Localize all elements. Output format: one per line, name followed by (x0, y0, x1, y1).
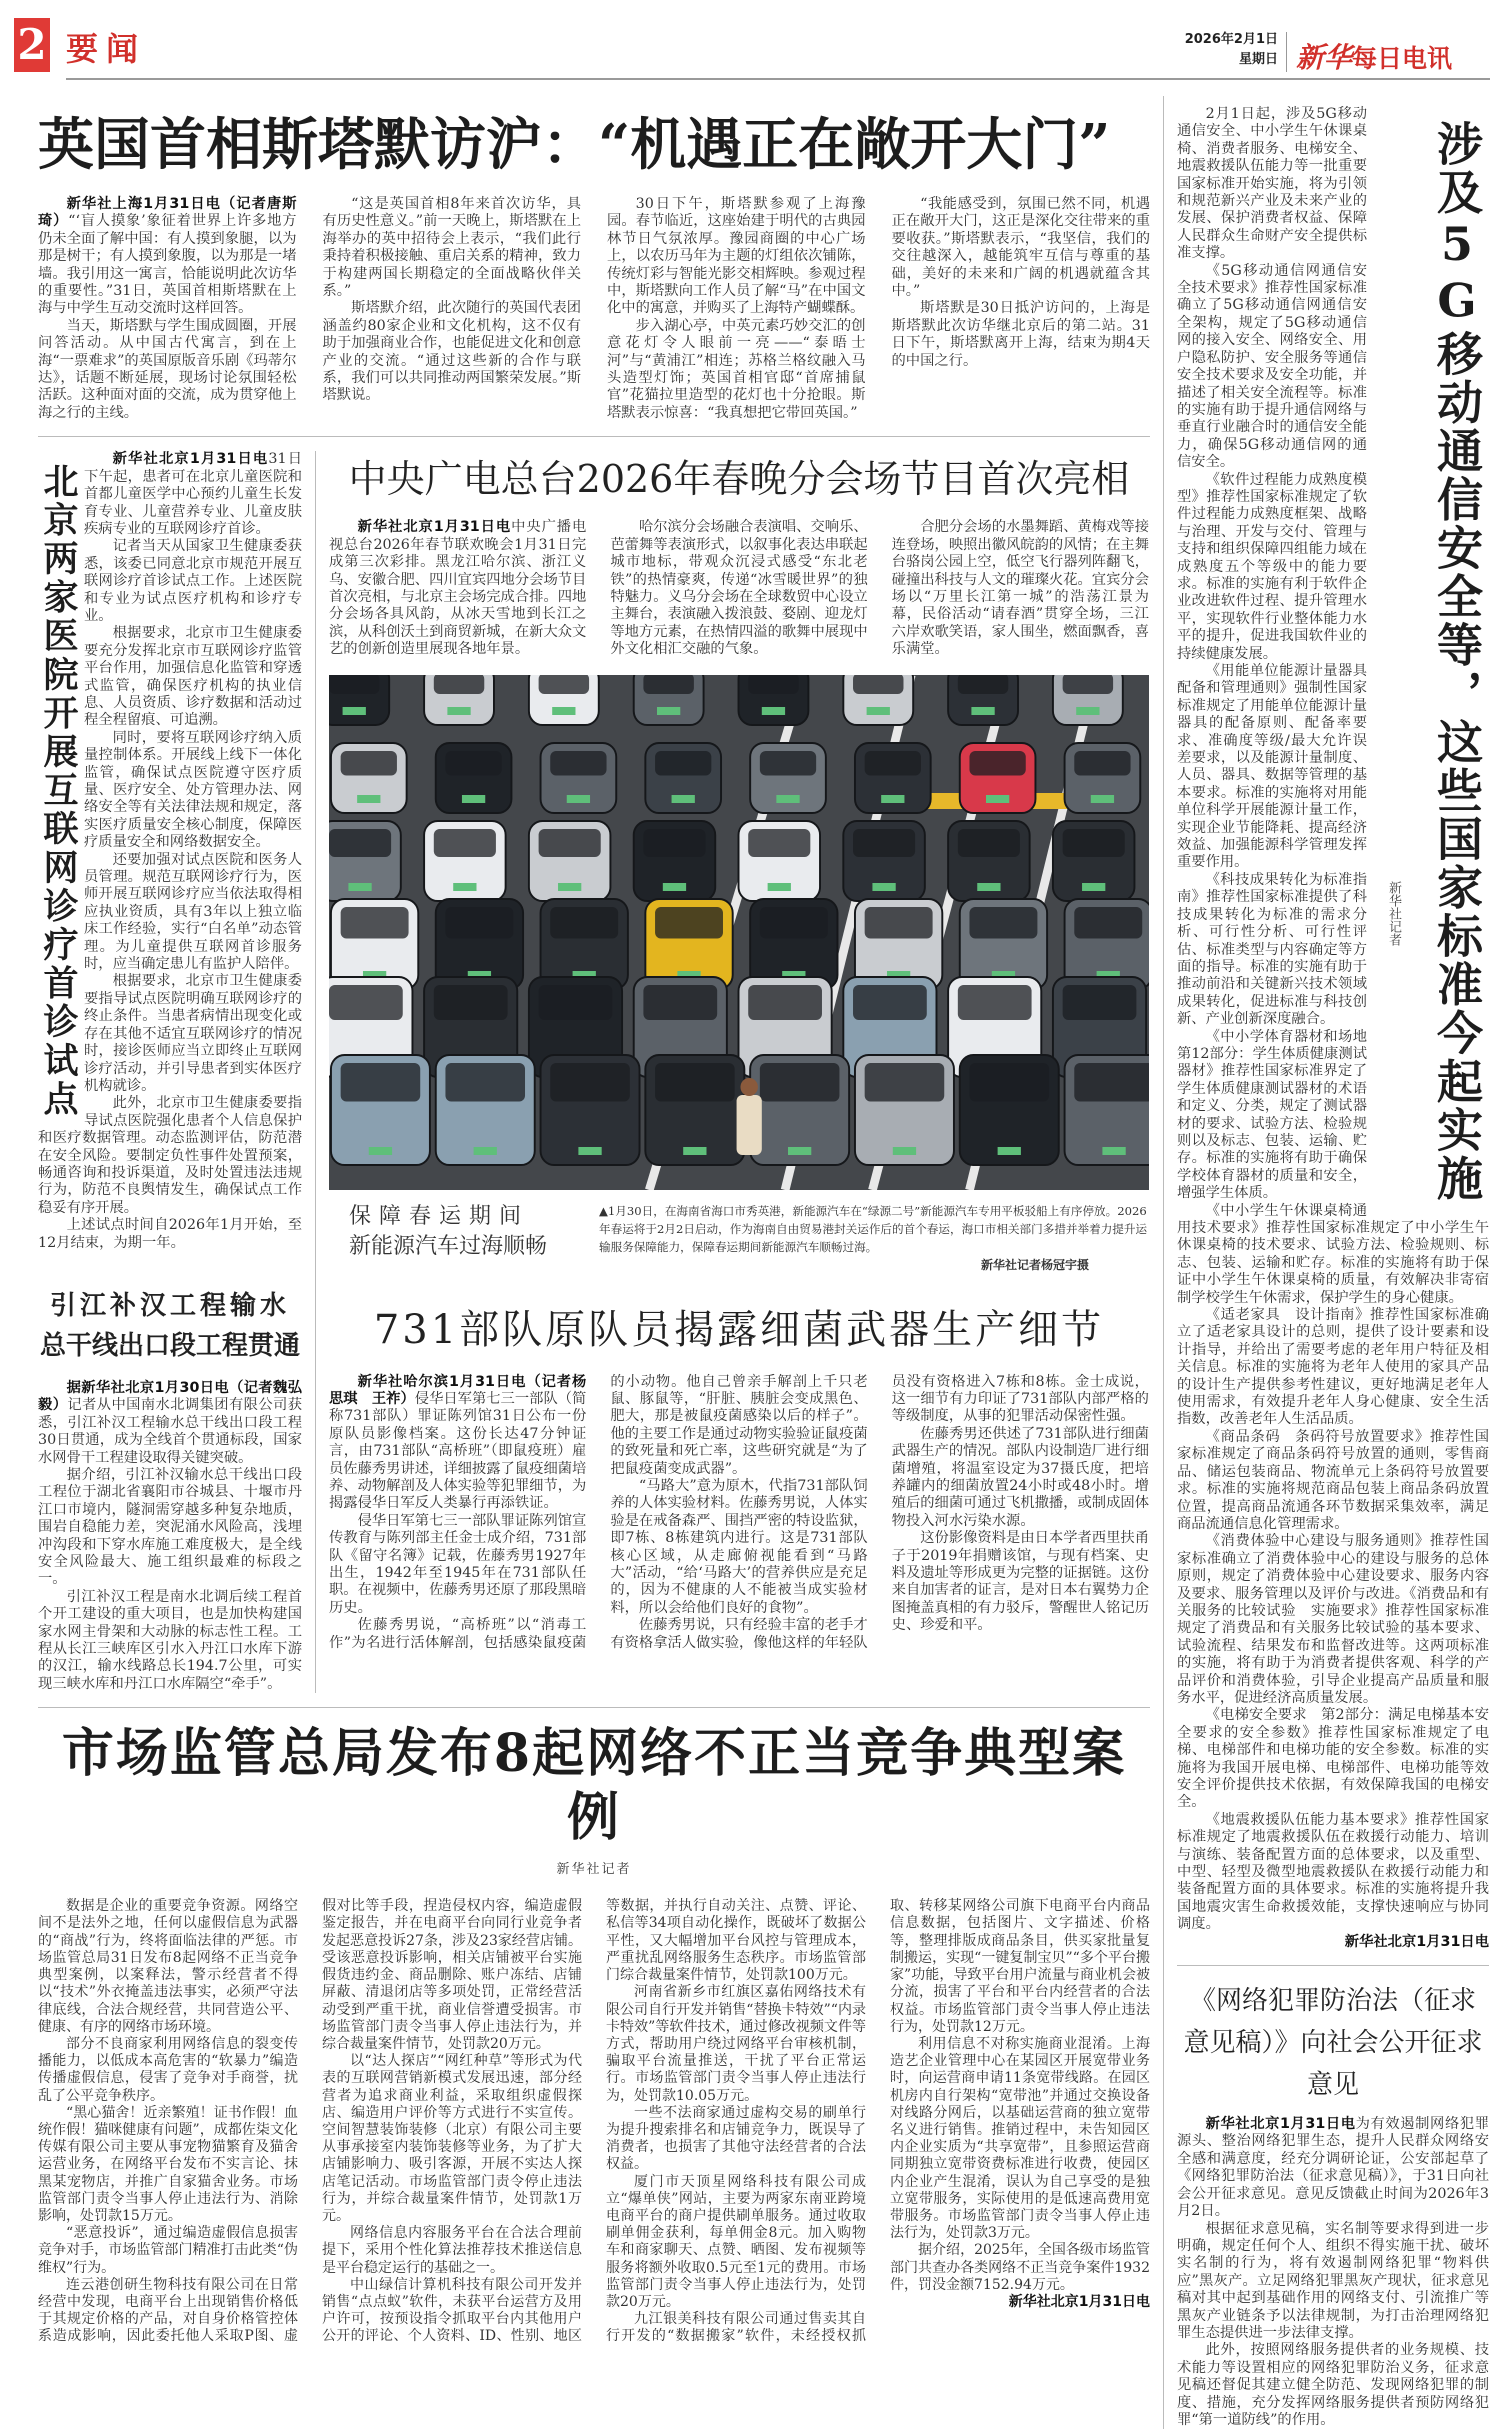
headline-line: 《网络犯罪防治法（征求 (1177, 1980, 1489, 2022)
license-plate (776, 795, 799, 803)
paragraph: 九江银美科技有限公司通过售卖其自行开发的“数据搬家”软件，未经授权抓取、转移某网络公司旗下电商平台内商品信息数据，包括图片、文字描述、价格等，整理排版成商品条目，供买家批量复制搬运，实现“一键复制宝贝”“多个平台搬家”功能，导致平台用户流量与商业机会被分流，损害了平台和平台内经营者的合法权益。市场监管部门责令当事人停止违法行为，处罚款12万元。 (606, 1898, 1150, 2345)
license-plate (1091, 795, 1114, 803)
car-window (1063, 985, 1137, 1020)
car-window (539, 829, 601, 857)
license-plate (1102, 1147, 1125, 1155)
byline: 新华社记者 (1385, 881, 1401, 946)
header-divider (1286, 32, 1287, 72)
right-column (1177, 96, 1489, 2429)
paragraph: 佐藤秀男说，“高桥班”以“消毒工作”为名进行活体解剖，包括感染鼠疫菌的小动物。他自己曾亲手解剖上千只老鼠、豚鼠等，“肝脏、胰脏会变成黑色、肥大，那是被鼠疫菌感染以后的样子”。他的主要工作是通过动物实验验证鼠疫菌的致死量和死亡率，这些研究就是“为了把鼠疫菌变成武器”。 (329, 1374, 868, 1653)
paragraph: 引江补汉工程是南水北调后续工程首个开工建设的重大项目，也是加快构建国家水网主骨架和大动脉的标志性工程。工程从长江三峡库区引水入丹江口水库下游的汉江，输水线路总长194.7公里，可实现三峡水库和丹江口水库隔空“牵手”。 (38, 1589, 302, 1693)
article-beijing-hospitals (38, 451, 302, 1252)
lead-paragraph (38, 196, 297, 318)
paragraph: 侵华日军第七三一部队罪证陈列馆宣传教育与陈列部主任金士成介绍，731部队《留守名簿》记载，佐藤秀男1927年出生，1942年至1945年在731部队任职。在视频中，佐藤秀男还原了那段黑暗历史。 (329, 1513, 586, 1617)
section-divider (38, 436, 1150, 437)
lead-paragraph (329, 1374, 586, 1513)
car-window (643, 675, 693, 694)
license-plate (348, 883, 371, 891)
ferry-new-energy-cars-photo (329, 675, 1149, 1190)
car-window (969, 751, 1025, 776)
dateline: 据新华社北京1月30日电（记者魏弘毅） (38, 1380, 302, 1413)
car-window (434, 675, 484, 694)
car-window (1074, 1063, 1149, 1102)
car-window (748, 985, 822, 1020)
car-window (853, 985, 927, 1020)
headline-spring-gala: 中央广电总台2026年春晚分会场节目首次亮相 (329, 455, 1149, 503)
license-plate (578, 1147, 601, 1155)
car-window (445, 907, 513, 939)
car-window (341, 907, 409, 939)
license-plate (881, 795, 904, 803)
license-plate (369, 1147, 392, 1155)
car-window (853, 829, 915, 857)
car-window (329, 675, 379, 694)
paragraph: 中山绿信计算机科技有限公司开发并销售“点点蚁”软件，未获平台运营方及用户许可，按预设指令抓取平台内其他用户公开的评论、个人资料、ID、性别、地区等数据，并执行自动关注、点赞、评论、私信等34项自动化操作，既破坏了数据公平性，又大幅增加平台风控与管理成本，严重扰乱网络服务生态秩序。市场监管部门综合裁量案件情节，处罚款100万元。 (322, 1898, 866, 2345)
license-plate (893, 1147, 916, 1155)
car-window (341, 1063, 421, 1102)
car-window (853, 675, 903, 694)
license-plate (558, 883, 581, 891)
paragraph: 斯塔默介绍，此次随行的英国代表团涵盖约80家企业和文化机构，这不仅有助于加强商业合作，也能促进文化和创意产业的交流。“通过这些新的合作与联系，我们可以共同推动两国繁荣发展。”斯塔默说。 (323, 300, 582, 404)
article-starmer-body (38, 196, 1150, 422)
license-plate (986, 795, 1009, 803)
paragraph: 还要加强对试点医院和医务人员管理。规范互联网诊疗行为，医师开展互联网诊疗应当依法取得相应执业资质，具有3年以上独立临床工作经验，实行“白名单”动态管理。为儿童提供互联网首诊服务时，应当确定患儿有监护人陪伴。 (38, 852, 302, 974)
headline-cybercrime-law (1177, 1980, 1489, 2106)
paragraph: 《用能单位能源计量器具配备和管理通则》强制性国家标准规定了用能单位能源计量器具的配备原则、配备率要求、准确度等级/最大允许误差要求，以及能源计量制度、人员、器具、数据等管理的基本要求。标准的实施将对用能单位科学开展能源计量工作，实现企业节能降耗、提高经济效益、加强能源科学管理发挥重要作用。 (1177, 663, 1489, 872)
photo-caption-text: ▲1月30日，在海南省海口市秀英港，新能源汽车在“绿源二号”新能源汽车专用平板驳船上有序停放。2026年春运将于2月2日启动，作为海南自由贸易港封关运作后的首个春运，海口市相关部门多措并举着力提升运输服务保障能力，保障春运期间新能源汽车顺畅过海。 (599, 1204, 1147, 1254)
left-column (38, 451, 302, 1693)
photo-caption (599, 1202, 1149, 1274)
article-unit-731-body (329, 1374, 1149, 1653)
logo-calligraphy: 新华 (1296, 41, 1352, 74)
article-national-standards (1177, 106, 1489, 1951)
article-spring-gala-body (329, 519, 1149, 658)
byline: 新华社记者 (38, 1860, 1150, 1880)
paragraph: 以“达人探店”“网红种草”等形式为代表的互联网营销新模式发展迅速，部分经营者为追求商业利益，采取组织虚假探店、编造用户评价等方式进行不实宣传。空间智慧装饰装修（北京）有限公司主要从事承接室内装饰装修等业务，为了扩大店铺影响力、吸引客源，开展不实达人探店笔记活动。市场监管部门责令停止违法行为，并综合裁量案件情节，处罚款1万元。 (322, 2053, 582, 2225)
header-rule (66, 78, 1490, 80)
car-window (655, 1063, 735, 1102)
paragraph: “恶意投诉”，通过编造虚假信息损害竞争对手，市场监管部门精准打击此类“伪维权”行为。 (38, 2225, 298, 2277)
paragraph: 《电梯安全要求 第2部分：满足电梯基本安全要求的安全参数》推荐性国家标准规定了电梯、电梯部件和电梯功能的安全参数。标准的实施将为我国开展电梯、电梯部件、电梯功能等效安全评价提供技术依据，有效保障我国的电梯安全。 (1177, 1707, 1489, 1811)
car-window (539, 985, 613, 1020)
car-window (760, 1063, 840, 1102)
photo-credit: 新华社记者杨冠宇摄 (599, 1256, 1149, 1274)
car-window (748, 675, 798, 694)
license-plate (672, 795, 695, 803)
paragraph: 佐藤秀男说，只有经验丰富的老手才有资格拿活人做实验，像他这样的年轻队员没有资格进入7栋和8栋。金士成说，这一细节有力印证了731部队内部严格的等级制度，从事的犯罪活动保密性强。 (610, 1374, 1149, 1653)
paragraph: 利用信息不对称实施商业混淆。上海造艺企业管理中心在某园区开展宽带业务时，向运营商申请11条宽带线路。在园区机房内自行架构“宽带池”并通过交换设备对线路分网后，以基础运营商的独立宽带名义进行销售。推销过程中，未告知园区内企业实质为“共享宽带”，且参照运营商同期独立宽带资费标准进行收费，使园区内企业产生混淆，误认为自己享受的是独立宽带服务，实际使用的是低速高费用宽带服务。市场监管部门责令当事人停止违法行为，处罚款3万元。 (890, 2036, 1150, 2242)
car-window (655, 751, 711, 776)
paragraph: 河南省新乡市红旗区嘉佑网络技术有限公司自行开发并销售“替换卡特效”“内录卡特效”等软件技术，通过修改视频文件等方式，帮助用户绕过网络平台审核机制，骗取平台流量推送，干扰了平台正常运行。市场监管部门责令当事人停止违法行为，处罚款10.05万元。 (606, 1984, 866, 2104)
license-plate (462, 795, 485, 803)
paragraph: 厦门市天顶星网络科技有限公司成立“爆单侠”网站，主要为两家东南亚跨境电商平台的商户提供刷单服务。通过收取刷单佣金获利，每单佣金8元。加入购物车和商家聊天、点赞、晒图、发布视频等服务将额外收取0.5元至1元的费用。市场监管部门责令当事人停止违法行为，处罚款20万元。 (606, 2174, 866, 2312)
paragraph: 斯塔默是30日抵沪访问的，上海是斯塔默此次访华继北京后的第二站。31日下午，斯塔默离开上海，结束为期4天的中国之行。 (892, 300, 1151, 370)
car-window (958, 985, 1032, 1020)
paragraph: 一些不法商家通过虚构交易的刷单行为提升搜索排名和店铺竞争力，既误导了消费者，也损害了其他守法经营者的合法权益。 (606, 2105, 866, 2174)
paragraph: 《地震救援队伍能力基本要求》推荐性国家标准规定了地震救援队伍在救援行动能力、培训与演练、装备配置方面的总体要求，以及重型、中型、轻型及微型地震救援队在救援行动能力和装备配置方面的具体要求。标准的实施将提升我国地震灾害生命救援效能，支撑快速响应与协同调度。 (1177, 1812, 1489, 1934)
car-window (1063, 829, 1125, 857)
paragraph: 根据要求，北京市卫生健康委要充分发挥北京市互联网诊疗监管平台作用，加强信息化监管和穿透式监管，确保医疗机构的执业信息、人员资质、诊疗数据和活动过程全程留痕、可追溯。 (38, 625, 302, 729)
car-window (969, 1063, 1049, 1102)
license-plate (567, 795, 590, 803)
car-window (434, 985, 508, 1020)
car-window (958, 675, 1008, 694)
headline-water-project (38, 1286, 302, 1366)
license-plate (474, 1147, 497, 1155)
car-window (865, 907, 933, 939)
standards-headline-area (1371, 106, 1489, 1203)
paragraph-list (1177, 2221, 1489, 2429)
car-window (445, 751, 501, 776)
page-number-badge: 2 (14, 18, 50, 72)
article-market-regulation-body (38, 1898, 1150, 2345)
paragraph: 据介绍，2025年，全国各级市场监管部门共查办各类网络不正当竞争案件1932件，罚没金额7152.94万元。 (890, 2242, 1150, 2294)
lead-paragraph (38, 1380, 302, 1467)
license-plate (663, 883, 686, 891)
license-plate (768, 883, 791, 891)
car-window (1074, 751, 1130, 776)
license-plate (357, 795, 380, 803)
article-cybercrime-law-body (1177, 2116, 1489, 2429)
paragraph: “这是英国首相8年来首次访华，具有历史性意义。”前一天晚上，斯塔默在上海举办的英中招待会上表示，“我们此行秉持着积极接触、重启关系的精神，致力于构建两国长期稳定的全面战略伙伴关系。” (323, 196, 582, 300)
car-window (1063, 675, 1113, 694)
section-divider (38, 1707, 1150, 1708)
section-divider (1177, 1965, 1489, 1966)
paragraph-list (610, 519, 1149, 658)
paragraph: 《消费体验中心建设与服务通则》推荐性国家标准确立了消费体验中心的建设与服务的总体原则，规定了消费体验中心建设要求、服务内容及要求、服务管理以及评价与改进。《消费品和有关服务的比较试验 实施要求》推荐性国家标准规定了消费品和有关服务比较试验的基本要求、试验流程、结果发布和监督改进等。这两项标准的实施，将有助于为消费者提供客观、科学的产品评价和消费体验，引导企业提高产品质量和服务水平，促进经济高质量发展。 (1177, 1533, 1489, 1707)
paragraph: 合肥分会场的水墨舞蹈、黄梅戏等接连登场，映照出徽风皖韵的风情；在主舞台骆岗公园上空，低空飞行器列阵翻飞，碰撞出科技与人文的璀璨火花。宜宾分会场以“万里长江第一城”的浩荡江景为幕，民俗活动“请春酒”贯穿全场，三江六岸欢歌笑语，家人围坐，燃面飘香，喜乐满堂。 (892, 519, 1149, 658)
paragraph-list (38, 1467, 302, 1693)
license-plate (998, 1147, 1021, 1155)
car-window (550, 907, 618, 939)
dateline: 新华社北京1月31日电 (358, 519, 512, 535)
logo-text: 每日电讯 (1352, 44, 1452, 73)
car-window (655, 907, 723, 939)
newspaper-logo (1296, 36, 1452, 76)
paragraph: 30日下午，斯塔默参观了上海豫园。春节临近，这座始建于明代的古典园林节日气氛浓厚。豫园商圈的中心广场上，以农历马年为主题的灯组依次铺陈，传统灯彩与智能光影交相辉映。参观过程中，斯塔默向工作人员了解“马”在中国文化中的寓意，并购买了上海特产蝴蝶酥。 (607, 196, 866, 318)
paragraph: 根据征求意见稿，实名制等要求得到进一步明确，规定任何个人、组织不得实施干扰、破坏实名制的行为，将有效遏制网络犯罪“物料供应”黑灰产。立足网络犯罪黑灰产现状，征求意见稿对其中起到基础作用的网络支付、引流推广等黑灰产业链条予以法律规制，为打击治理网络犯罪生态提供进一步法律支撑。 (1177, 2221, 1489, 2343)
pedestrian-head (740, 1078, 757, 1096)
paragraph: 数据是企业的重要竞争资源。网络空间不是法外之地，任何以虚假信息为武器的“商战”行为，终将面临法律的严惩。市场监管总局31日发布8起网络不正当竞争典型案例，以案释法，警示经营者不得以“技术”外衣掩盖违法事实，必须严守法律底线，合法合规经营，共同营造公平、健康、有序的网络市场环境。 (38, 1898, 298, 2036)
car-window (643, 829, 705, 857)
signoff: 新华社北京1月31日电 (1177, 1934, 1489, 1951)
car-window (434, 829, 496, 857)
middle-band (38, 451, 1150, 1693)
issue-weekday: 星期日 (1185, 50, 1278, 70)
headline-beijing-hospitals: 北京两家医院开展互联网诊疗首诊试点 (38, 463, 78, 1119)
paragraph: 据介绍，引江补汉输水总干线出口段工程位于湖北省襄阳市谷城县、十堰市丹江口市境内，隧洞需穿越多种复杂地质，围岩自稳能力差，突泥涌水风险高，浅埋冲沟段和下穿水库施工难度极大，是全线安全风险最大、施工组织最难的标段之一。 (38, 1467, 302, 1589)
paragraph: 此外，北京市卫生健康委要指导试点医院强化患者个人信息保护和医疗数据管理。动态监测评估，防范潜在安全风险。要制定负性事件处置预案，畅通咨询和投诉渠道，及时处置违法违规行为，防范不良舆情发生，确保试点工作稳妥有序开展。 (38, 1095, 302, 1217)
license-plate (762, 707, 785, 715)
paragraph-text: 31日下午起，患者可在北京儿童医院和首都儿童医学中心预约儿童生长发育专业、儿童营养专业、儿童皮肤疾病专业的互联网诊疗首诊。 (84, 451, 302, 537)
article-water-project-body (38, 1380, 302, 1693)
license-plate (872, 883, 895, 891)
paragraph: 佐藤秀男还供述了731部队进行细菌武器生产的情况。部队内设制造厂进行细菌增殖，将温室设定为37摄氏度，把培养罐内的细菌放置24小时或48小时。增殖后的细菌可通过飞机撒播，或制成固体物投入河水污染水源。 (892, 1426, 1149, 1530)
headline-unit-731: 731部队原队员揭露细菌武器生产细节 (329, 1304, 1149, 1356)
dateline: 新华社北京1月31日电 (113, 451, 269, 467)
photo-caption-row (329, 1202, 1149, 1274)
car-window (748, 829, 810, 857)
paragraph: 《软件过程能力成熟度模型》推荐性国家标准规定了软件过程能力成熟度框架、战略与治理、开发与交付、管理与支持和组织保障四组能力域在成熟度五个等级中的能力要求。标准的实施有利于软件企业改进软件过程、提升管理水平，实现软件行业整体能力水平的提升，促进我国软件业的持续健康发展。 (1177, 472, 1489, 663)
headline-line: 意见稿）》向社会公开征求意见 (1177, 2022, 1489, 2106)
photo-title-line: 新能源汽车过海顺畅 (349, 1232, 579, 1262)
car-window (445, 1063, 525, 1102)
paragraph: 连云港创研生物科技有限公司在日常经营中发现，电商平台上出现销售价格低于其规定价格的产品，对自身价格管控体系造成影响，因此委托他人采取P图、虚假对比等手段，捏造侵权内容，编造虚假鉴定报告，并在电商平台向同行业竞争者发起恶意投诉27条，涉及23家经营店铺。受该恶意投诉影响，相关店铺被平台实施假货违约金、商品删除、账户冻结、店铺屏蔽、清退闭店等多项处罚，正常经营活动受到严重干扰，商业信誉遭受损害。市场监管部门责令当事人停止违法行为，并综合裁量案件情节，处罚款20万元。 (38, 1898, 582, 2345)
paragraph-text: 侵华日军第七三一部队（简称731部队）罪证陈列馆31日公布一份原队员影像档案。这份长达47分钟证言，由731部队“高桥班”（即鼠疫班）雇员佐藤秀男讲述，详细披露了鼠疫细菌培养、动物解剖及人体实验等犯罪细节，为揭露侵华日军反人类暴行再添铁证。 (329, 1391, 586, 1511)
issue-date: 2026年2月1日 (1185, 30, 1278, 50)
car-window (760, 751, 816, 776)
paragraph: 步入湖心亭，中英元素巧妙交汇的创意花灯令人眼前一亮——“泰晤士河”与“黄浦江”相连；苏格兰格纹融入马头造型灯饰；英国首相官邸“首席捕鼠官”花猫拉里造型的花灯也十分抢眼。斯塔默表示惊喜：“我真想把它带回英国。” (607, 318, 866, 422)
section-name: 要闻 (66, 24, 146, 70)
car-window (865, 1063, 945, 1102)
license-plate (788, 1147, 811, 1155)
license-plate (447, 707, 470, 715)
dateline: 新华社哈尔滨1月31日电（记者杨思琪 王祚） (329, 1374, 586, 1407)
car-window (550, 1063, 630, 1102)
paragraph: 《商品条码 条码符号放置要求》推荐性国家标准规定了商品条码符号放置的通则，零售商品、储运包装商品、物流单元上条码符号放置要求。标准的实施将规范商品包装上商品条码放置位置，提高商品流通各环节数据采集效率，满足商品流通信息化管理需求。 (1177, 1429, 1489, 1533)
paragraph: 《科技成果转化为标准指南》推荐性国家标准提供了科技成果转化为标准的需求分析、可行性分析、可行性评估、标准类型与内容确定等方面的指导。标准的实施有助于推动前沿和关键新兴技术领域成果转化，促进标准与科技创新、产业创新深度融合。 (1177, 872, 1489, 1029)
paragraph: 网络信息内容服务平台在合法合理前提下，采用个性化算法推荐技术推送信息是平台稳定运行的基础之一。 (322, 2225, 582, 2277)
page-body (38, 96, 1490, 2429)
pedestrian (737, 1095, 762, 1155)
paragraph-list (38, 1898, 1150, 2345)
paragraph: “我能感受到，氛围已然不同，机遇正在敞开大门，这正是深化交往带来的重要收获。”斯塔默表示，“我坚信，我们的交往越深入，越能筑牢互信与尊重的基础，美好的未来和广阔的机遇就蕴含其中。” (892, 196, 1151, 300)
car-window (958, 829, 1020, 857)
paragraph: 记者当天从国家卫生健康委获悉，该委已同意北京市规范开展互联网诊疗首诊试点工作。上述医院和专业为试点医疗机构和诊疗专业。 (38, 538, 302, 625)
paragraph: 当天，斯塔默与学生围成圆圈，开展问答活动。从中国古代寓言，到在上海“一票难求”的英国原版音乐剧《玛蒂尔达》，话题不断延展，现场讨论氛围轻松活跃。这种面对面的交流，成为贯穿他上海之行的主线。 (38, 318, 297, 422)
lead-paragraph (329, 519, 586, 658)
license-plate (1076, 707, 1099, 715)
headline-market-regulation: 市场监管总局发布8起网络不正当竞争典型案例 (38, 1722, 1150, 1850)
car-window (969, 907, 1037, 939)
car-window (341, 751, 397, 776)
car-window (643, 985, 717, 1020)
paragraph: 上述试点时间自2026年1月开始，至12月结束，为期一年。 (38, 1217, 302, 1252)
license-plate (343, 707, 366, 715)
paragraph: 《5G移动通信网通信安全技术要求》推荐性国家标准确立了5G移动通信网通信安全架构，规定了5G移动通信网的接入安全、网络安全、用户隐私防护、安全服务等通信安全技术要求及安全功能，并描述了相关安全流程等。标准的实施有助于提升通信网络与垂直行业融合时的通信安全能力，确保5G移动通信网的通信安全。 (1177, 263, 1489, 472)
license-plate (657, 707, 680, 715)
dateline: 新华社北京1月31日电 (1206, 2116, 1356, 2132)
paragraph: 此外，按照网络服务提供者的业务规模、技术能力等设置相应的网络犯罪防治义务，征求意见稿还督促其建立健全防范、发现网络犯罪的制度、措施，充分发挥网络服务提供者预防网络犯罪“第一道防线”的作用。 (1177, 2342, 1489, 2429)
headline-national-standards: 涉及5G移动通信安全等，这些国家标准今起实施 (1431, 120, 1483, 1203)
signoff: 新华社北京1月31日电 (890, 2294, 1150, 2311)
column-divider (1163, 96, 1164, 2429)
paragraph: “黑心猫舍！近亲繁殖！证书作假！血统作假！猫咪健康有问题”，成都佐柒文化传媒有限公司主要从事宠物猫繁育及猫舍运营业务，在网络平台发布不实言论、抹黑某宠物店，并推广自家猫舍业务。市场监管部门责令当事人停止违法行为、消除影响，处罚款15万元。 (38, 2105, 298, 2225)
car-window (1074, 907, 1142, 939)
column-divider (315, 451, 316, 1693)
paragraph-text: 为有效遏制网络犯罪源头、整治网络犯罪生态，提升人民群众网络安全感和满意度，经充分调研论证，公安部起草了《网络犯罪防治法（征求意见稿）》，于31日向社会公开征求意见。意见反馈截止时间为2026年3月2日。 (1177, 2116, 1489, 2219)
paragraph: 部分不良商家利用网络信息的裂变传播能力，以低成本高危害的“软暴力”编造传播虚假信息，侵害了竞争对手商誉，扰乱了公平竞争秩序。 (38, 2036, 298, 2105)
license-plate (453, 883, 476, 891)
paragraph: 这份影像资料是由日本学者西里扶甬子于2019年捐赠该馆，与现有档案、史料及遗址等形成更为完整的证据链。这份来自加害者的证言，是对日本右翼势力企图掩盖真相的有力驳斥，警醒世人铭记历史、珍爱和平。 (892, 1530, 1149, 1634)
license-plate (552, 707, 575, 715)
paragraph-text: 中央广播电视总台2026年春节联欢晚会1月31日完成第三次彩排。黑龙江哈尔滨、浙江义乌、安徽合肥、四川宜宾四地分会场节目首次亮相，与北京主会场完成合排。四地分会场各具风韵，从冰天雪地到长江之滨，从科创沃土到商贸新城，在新大众文艺的创新创造里展现各地年景。 (329, 519, 586, 657)
paragraph: 同时，要将互联网诊疗纳入质量控制体系。开展线上线下一体化监管，确保试点医院遵守医疗质量、医疗安全、处方管理办法、网络安全等有关法律法规和规定，落实医疗质量安全核心制度，保障医疗质量安全和网络数据安全。 (38, 730, 302, 852)
license-plate (867, 707, 890, 715)
paragraph: 《中小学体育器材和场地 第12部分：学生体质健康测试器材》推荐性国家标准界定了学生体质健康测试器材的术语和定义、分类，规定了测试器材的要求、试验方法、检验规则以及标志、包装、运输、贮存。标准的实施将有助于确保学校体育器材的质量和安全，增强学生体质。 (1177, 1029, 1489, 1203)
main-area (38, 96, 1150, 2346)
headline-line: 引江补汉工程输水 (38, 1286, 302, 1326)
car-window (550, 751, 606, 776)
paragraph: 哈尔滨分会场融合表演唱、交响乐、芭蕾舞等表演形式，以叙事化表达串联起城市地标，带观众沉浸式感受“东北老铁”的热情豪爽，传递“冰雪暖世界”的独特魅力。义乌分会场在全球数贸中心设立主舞台，表演融入拨浪鼓、婺剧、迎龙灯等地方元素，在热情四溢的歌舞中展现中外文化相汇交融的气象。 (610, 519, 867, 658)
car-window (539, 675, 589, 694)
paragraph: 《适老家具 设计指南》推荐性国家标准确立了适老家具设计的总则，提供了设计要素和设计指导，并给出了需要考虑的老年用户特征及相关信息。标准的实施将为老年人使用的家具产品的设计生产提供参考性建议，更好地满足老年人使用需求，有效提升老年人身心健康、安全生活指数，改善老年人生活品质。 (1177, 1307, 1489, 1429)
car-window (760, 907, 828, 939)
paragraph: 《中小学生午休课桌椅通用技术要求》推荐性国家标准规定了中小学生午休课桌椅的技术要求、试验方法、检验规则、标志、包装、运输和贮存。标准的实施将有助于保证中小学生午休课桌椅的质量，有效解决非寄宿制学校学生午休需求，保护学生的身心健康。 (1177, 1203, 1489, 1307)
paragraph-text: 记者从中国南水北调集团有限公司获悉，引江补汉工程输水总干线出口段工程30日贯通，成为全线首个贯通标段，国家水网骨干工程建设取得关键突破。 (38, 1397, 302, 1465)
dateline: 新华社上海1月31日电（记者唐斯琦） (38, 196, 297, 229)
lead-paragraph (1177, 2116, 1489, 2220)
paragraph: 根据要求，北京市卫生健康委要指导试点医院明确互联网诊疗的终止条件。当患者病情出现变化或存在其他不适宜互联网诊疗的情况时，接诊医师应当立即终止互联网诊疗活动，并引导患者到实体医疗机构就诊。 (38, 973, 302, 1095)
headline-starmer: 英国首相斯塔默访沪：“机遇正在敞开大门” (38, 110, 1150, 180)
car-window (329, 985, 403, 1020)
paragraph: “马路大”意为原木，代指731部队饲养的人体实验材料。佐藤秀男说，人体实验是在戒备森严、围挡严密的特设监狱，即7栋、8栋建筑内进行。这是731部队核心区域，从走廊俯视能看到“马路大”活动，“给‘马路大’的营养供应是充足的，因为不健康的人不能被当成实验材料，所以会给他们良好的食物”。 (610, 1478, 867, 1617)
car-window (865, 751, 921, 776)
license-plate (971, 707, 994, 715)
photo-title (329, 1202, 579, 1262)
license-plate (1082, 883, 1105, 891)
car-window (329, 829, 391, 857)
license-plate (977, 883, 1000, 891)
paragraph-text: “‘盲人摸象’象征着世界上许多地方仍未全面了解中国：有人摸到象腿，以为那是树干；有人摸到象腹，以为那是一堵墙。我引用这一寓言，恰能说明此次访华的重要性。”31日，英国首相斯塔默在上海与中学生互动交流时这样回答。 (38, 213, 297, 316)
license-plate (683, 1147, 706, 1155)
headline-line: 总干线出口段工程贯通 (38, 1326, 302, 1366)
issue-date-block (1185, 30, 1278, 70)
photo-title-line: 保障春运期间 (349, 1202, 579, 1232)
center-column (329, 451, 1149, 1652)
paragraph: 2月1日起，涉及5G移动通信安全、中小学生午休课桌椅、消费者服务、电梯安全、地震救援队伍能力等一批重要国家标准开始实施，将为引领和规范新兴产业及未来产业的发展、保护消费者权益、保障人民群众生命财产安全提供标准支撑。 (1177, 106, 1489, 263)
